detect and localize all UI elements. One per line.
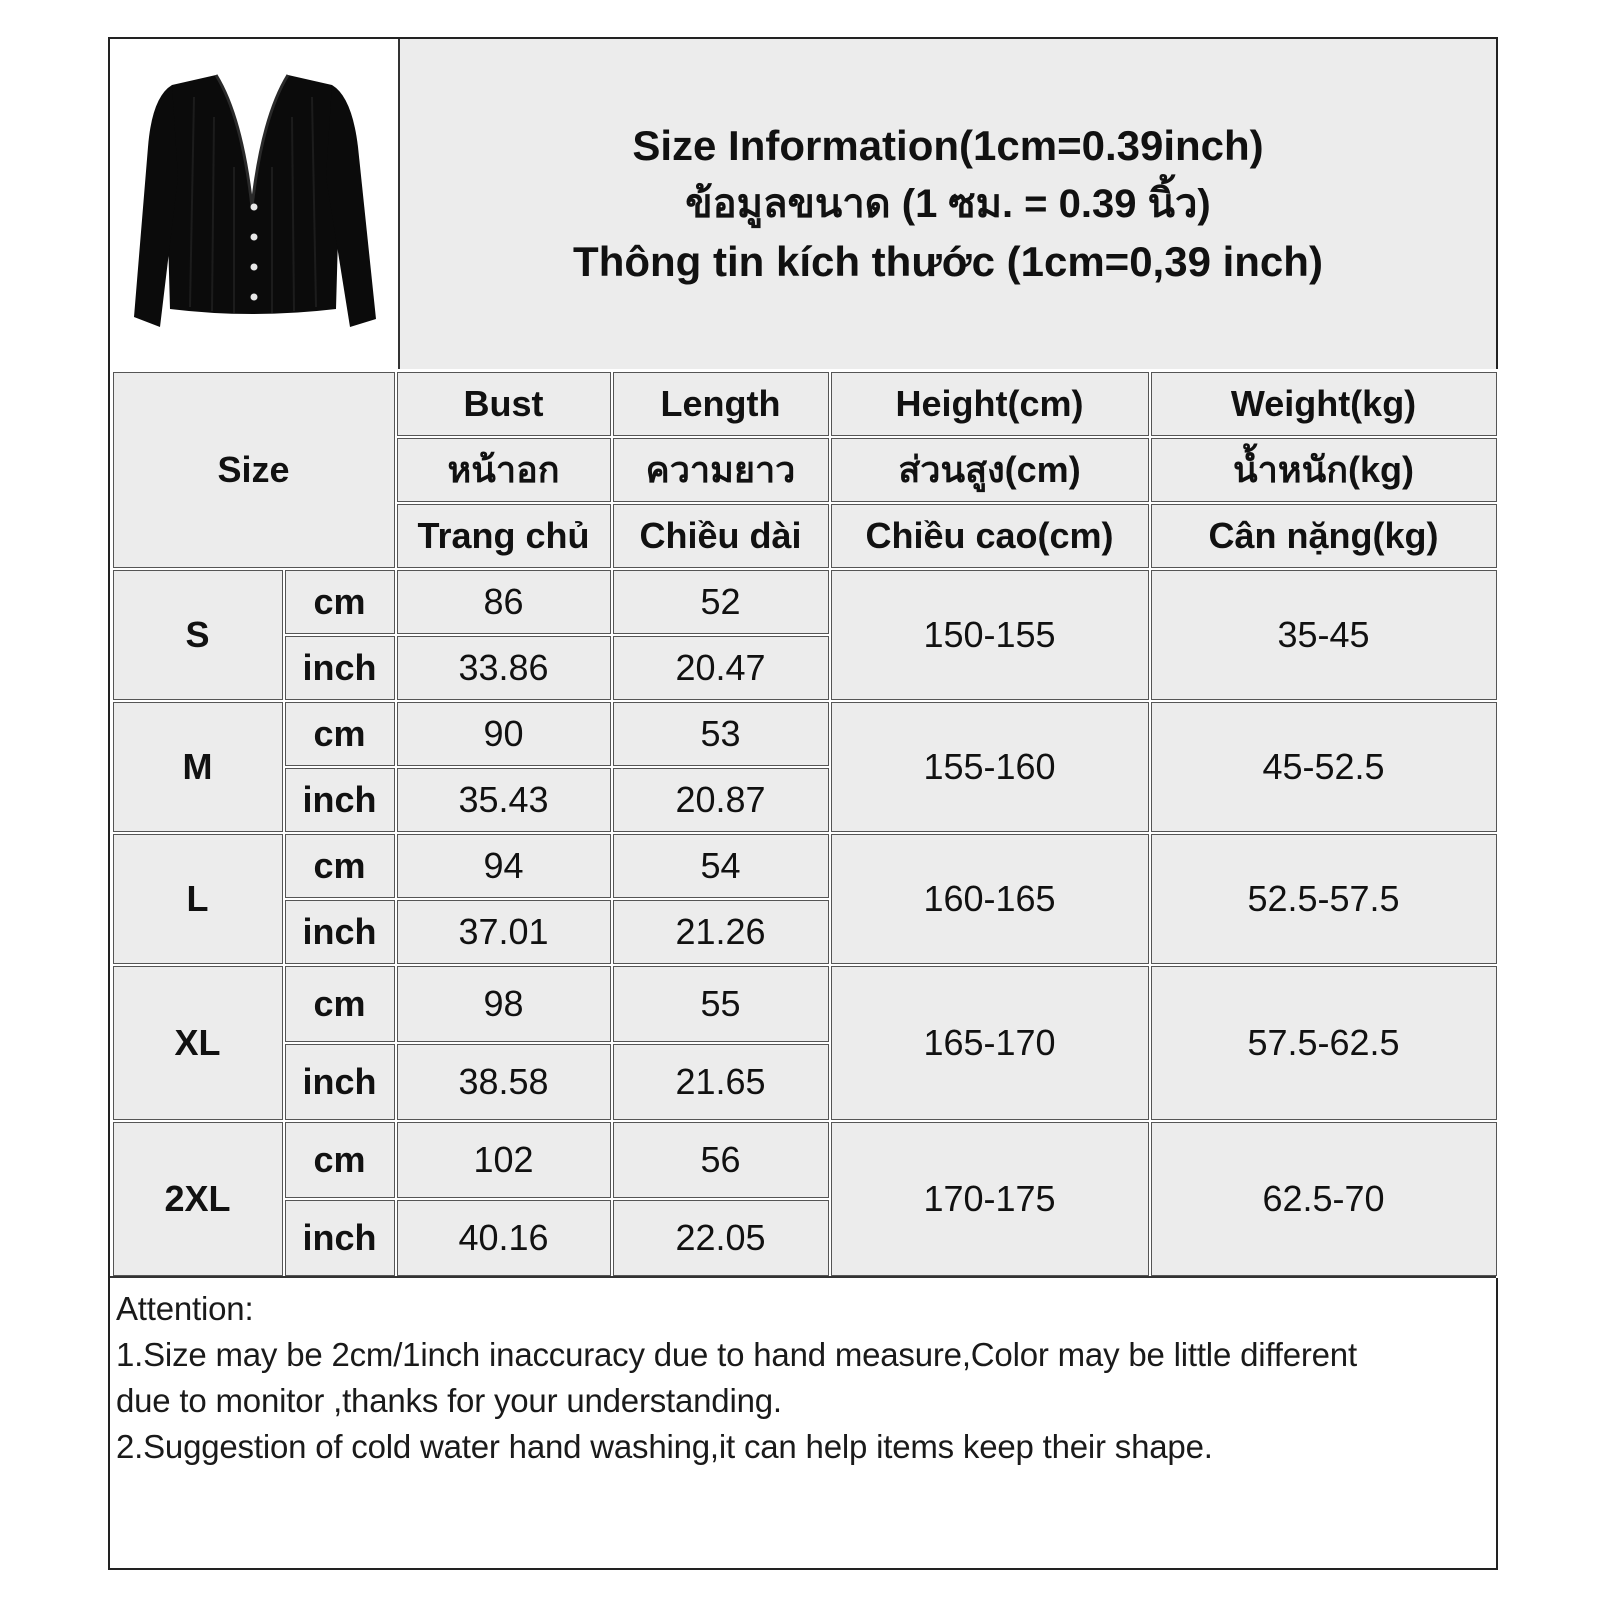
height-header-vi: Chiều cao(cm): [830, 503, 1150, 569]
bust-inch: 37.01: [396, 899, 612, 965]
length-inch: 22.05: [612, 1199, 830, 1277]
length-inch: 21.26: [612, 899, 830, 965]
title-english: Size Information(1cm=0.39inch): [632, 122, 1264, 169]
table-row: [112, 833, 1498, 899]
length-cm: 53: [612, 701, 830, 767]
size-label: XL: [112, 965, 284, 1121]
length-cm: 56: [612, 1121, 830, 1199]
notes-heading: Attention:: [116, 1290, 254, 1327]
size-label: 2XL: [112, 1121, 284, 1277]
weight-header-en: Weight(kg): [1150, 371, 1498, 437]
length-header-vi: Chiều dài: [612, 503, 830, 569]
unit-cm: cm: [284, 569, 396, 635]
unit-inch: inch: [284, 1199, 396, 1277]
height-range: 170-175: [830, 1121, 1150, 1277]
unit-inch: inch: [284, 899, 396, 965]
weight-range: 62.5-70: [1150, 1121, 1498, 1277]
size-label: M: [112, 701, 284, 833]
title-thai: ข้อมูลขนาด (1 ซม. = 0.39 นิ้ว): [685, 182, 1211, 226]
length-header-th: ความยาว: [612, 437, 830, 503]
table-row: [112, 569, 1498, 635]
attention-notes: [110, 1276, 1496, 1566]
cardigan-image: [124, 57, 386, 357]
bust-header-en: Bust: [396, 371, 612, 437]
height-header-en: Height(cm): [830, 371, 1150, 437]
unit-cm: cm: [284, 1121, 396, 1199]
length-inch: 20.47: [612, 635, 830, 701]
unit-inch: inch: [284, 1043, 396, 1121]
length-inch: 20.87: [612, 767, 830, 833]
bust-cm: 90: [396, 701, 612, 767]
bust-inch: 33.86: [396, 635, 612, 701]
unit-cm: cm: [284, 965, 396, 1043]
bust-inch: 38.58: [396, 1043, 612, 1121]
table-row: [112, 965, 1498, 1043]
unit-inch: inch: [284, 635, 396, 701]
table-row: [112, 1121, 1498, 1199]
height-range: 155-160: [830, 701, 1150, 833]
height-range: 150-155: [830, 569, 1150, 701]
title-box: [400, 39, 1496, 369]
height-range: 160-165: [830, 833, 1150, 965]
size-table: [110, 369, 1499, 1278]
size-label: L: [112, 833, 284, 965]
table-row: [112, 701, 1498, 767]
length-header-en: Length: [612, 371, 830, 437]
unit-cm: cm: [284, 701, 396, 767]
height-range: 165-170: [830, 965, 1150, 1121]
notes-line-2: due to monitor ,thanks for your understanding.: [116, 1382, 782, 1419]
size-chart-sheet: [108, 37, 1498, 1570]
height-header-th: ส่วนสูง(cm): [830, 437, 1150, 503]
bust-cm: 98: [396, 965, 612, 1043]
bust-cm: 102: [396, 1121, 612, 1199]
product-photo: [110, 39, 400, 369]
length-cm: 52: [612, 569, 830, 635]
unit-cm: cm: [284, 833, 396, 899]
length-cm: 55: [612, 965, 830, 1043]
bust-header-th: หน้าอก: [396, 437, 612, 503]
bust-inch: 40.16: [396, 1199, 612, 1277]
weight-range: 52.5-57.5: [1150, 833, 1498, 965]
bust-header-vi: Trang chủ: [396, 503, 612, 569]
weight-range: 45-52.5: [1150, 701, 1498, 833]
bust-cm: 94: [396, 833, 612, 899]
weight-range: 57.5-62.5: [1150, 965, 1498, 1121]
size-label: S: [112, 569, 284, 701]
size-header: Size: [112, 371, 396, 569]
title-vietnamese: Thông tin kích thước (1cm=0,39 inch): [573, 238, 1323, 285]
bust-cm: 86: [396, 569, 612, 635]
bust-inch: 35.43: [396, 767, 612, 833]
length-cm: 54: [612, 833, 830, 899]
weight-range: 35-45: [1150, 569, 1498, 701]
weight-header-th: น้ำหนัก(kg): [1150, 437, 1498, 503]
unit-inch: inch: [284, 767, 396, 833]
notes-line-1: 1.Size may be 2cm/1inch inaccuracy due to hand measure,Color may be little different: [116, 1336, 1357, 1373]
length-inch: 21.65: [612, 1043, 830, 1121]
weight-header-vi: Cân nặng(kg): [1150, 503, 1498, 569]
notes-line-3: 2.Suggestion of cold water hand washing,it can help items keep their shape.: [116, 1428, 1213, 1465]
